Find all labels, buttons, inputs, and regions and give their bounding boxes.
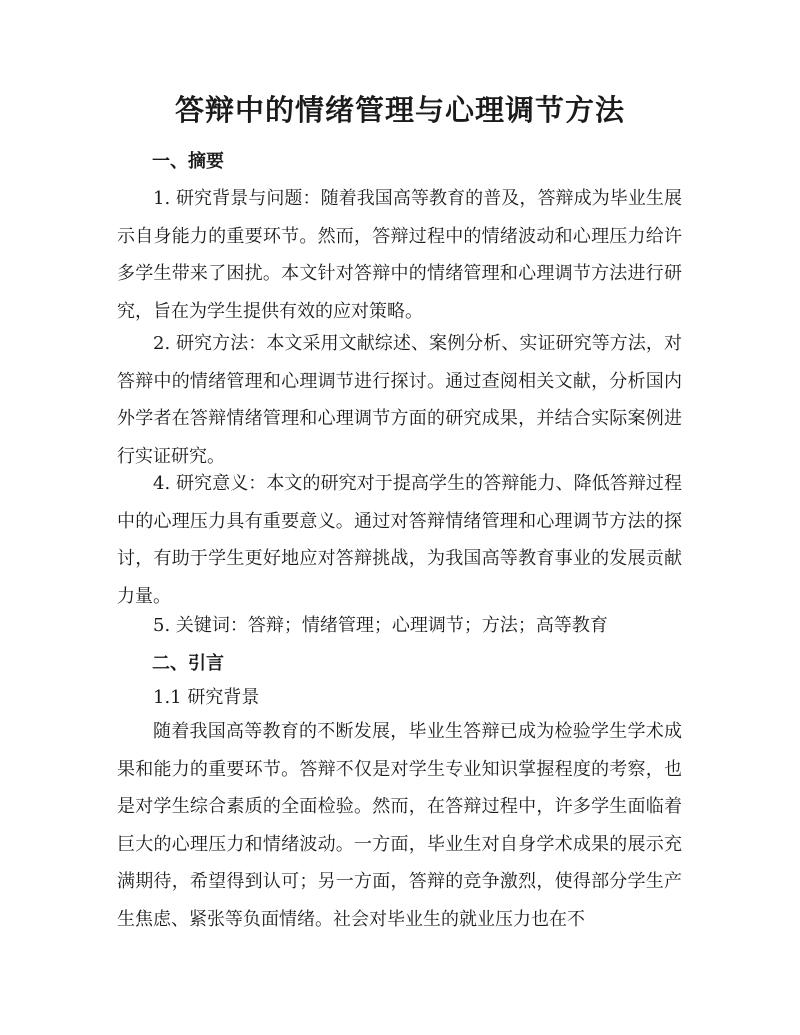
document-title: 答辩中的情绪管理与心理调节方法 [174,93,625,127]
section-heading-abstract: 一、摘要 [152,151,224,172]
abstract-item-keywords: 5. 关键词：答辩；情绪管理；心理调节；方法；高等教育 [153,615,608,636]
subsection-heading-background: 1.1 研究背景 [153,687,260,708]
introduction-paragraph: 随着我国高等教育的不断发展，毕业生答辩已成为检验学生学术成果和能力的重要环节。答辩不仅是对学生专业知识掌握程度的考察，也是对学生综合素质的全面检验。然而，在答辩过程中，许多学生面临着巨大的心理压力和情绪波动。一方面，毕业生对自身学术成果的展示充满期待，希望得到认可；另一方面，答辩的竞争激烈，使得部分学生产生焦虑、紧张等负面情绪。社会对毕业生的就业压力也在不 [117,721,682,930]
abstract-item-methods: 2. 研究方法：本文采用文献综述、案例分析、实证研究等方法，对答辩中的情绪管理和心理调节进行探讨。通过查阅相关文献，分析国内外学者在答辩情绪管理和心理调节方面的研究成果，并结合实际案例进行实证研究。 [117,333,682,467]
abstract-item-significance: 4. 研究意义：本文的研究对于提高学生的答辩能力、降低答辩过程中的心理压力具有重要意义。通过对答辩情绪管理和心理调节方法的探讨，有助于学生更好地应对答辩挑战，为我国高等教育事业的发展贡献力量。 [117,473,682,607]
abstract-item-background: 1. 研究背景与问题：随着我国高等教育的普及，答辩成为毕业生展示自身能力的重要环节。然而，答辩过程中的情绪波动和心理压力给许多学生带来了困扰。本文针对答辩中的情绪管理和心理调节方法进行研究，旨在为学生提供有效的应对策略。 [117,188,682,322]
section-heading-introduction: 二、引言 [152,653,224,674]
